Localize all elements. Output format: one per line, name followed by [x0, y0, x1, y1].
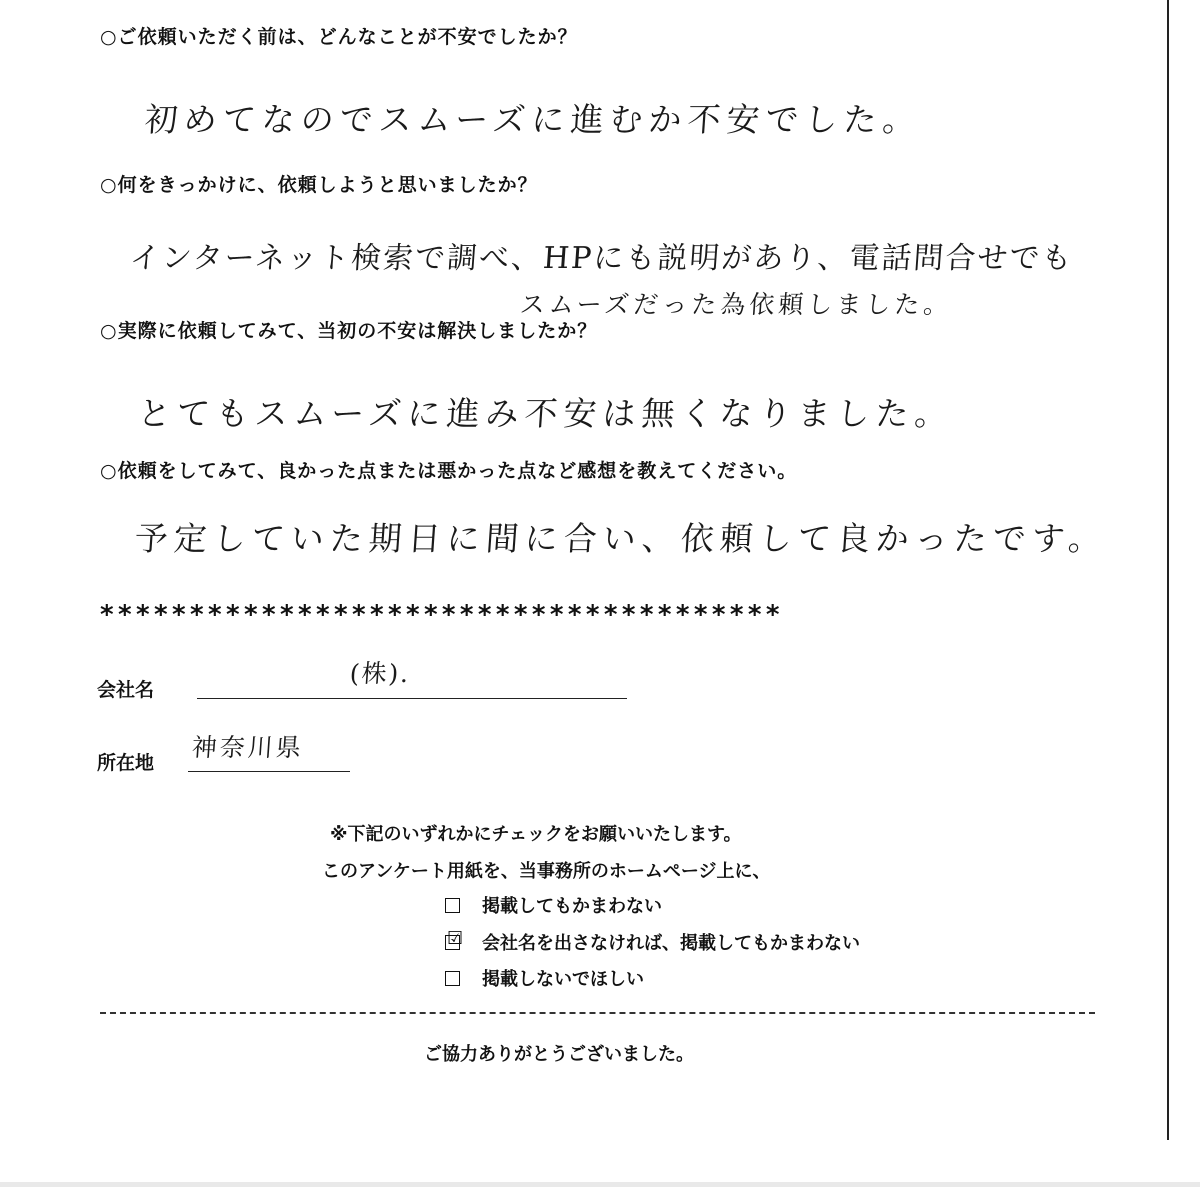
- question-3-label: ○実際に依頼してみて、当初の不安は解決しましたか？: [100, 320, 598, 342]
- question-3-answer: とてもスムーズに進み不安は無くなりました。: [136, 394, 955, 433]
- option-publish-ok[interactable]: [445, 892, 662, 918]
- question-2-label: ○何をきっかけに、依頼しようと思いましたか？: [100, 174, 538, 196]
- dashed-divider: [100, 1012, 1095, 1014]
- question-1-answer: 初めてなのでスムーズに進むか不安でした。: [143, 100, 923, 139]
- company-label: 会社名: [97, 679, 155, 701]
- bottom-edge: [0, 1182, 1200, 1187]
- option-label: 掲載してもかまわない: [482, 896, 662, 917]
- question-2-answer-line2: スムーズだった為依頼しました。: [518, 290, 954, 319]
- location-label: 所在地: [97, 752, 155, 774]
- question-4-label: ○依頼をしてみて、良かった点または悪かった点など感想を教えてください。: [100, 460, 798, 482]
- checkbox-do-not-publish[interactable]: [445, 971, 460, 986]
- company-underline: [197, 697, 627, 699]
- checkbox-publish-anonymous[interactable]: [445, 927, 464, 950]
- option-do-not-publish[interactable]: [445, 965, 644, 991]
- star-separator: **************************************: [100, 600, 784, 630]
- location-value: 神奈川県: [190, 733, 305, 762]
- question-2-answer-line1: インターネット検索で調べ、HPにも説明があり、電話問合せでも: [128, 241, 1075, 276]
- option-label: 会社名を出さなければ、掲載してもかまわない: [482, 933, 860, 954]
- right-border-line: [1167, 0, 1169, 1140]
- thanks-message: ご協力ありがとうございました。: [424, 1044, 694, 1065]
- notice-line2: このアンケート用紙を、当事務所のホームページ上に、: [322, 861, 771, 882]
- question-1-label: ○ご依頼いただく前は、どんなことが不安でしたか？: [100, 26, 578, 48]
- location-underline: [188, 770, 350, 772]
- option-label: 掲載しないでほしい: [482, 969, 644, 990]
- question-4-answer: 予定していた期日に間に合い、依頼して良かったです。: [133, 519, 1109, 558]
- notice-line1: ※下記のいずれかにチェックをお願いいたします。: [330, 824, 742, 845]
- checkbox-publish-ok[interactable]: [445, 898, 460, 913]
- check-mark-icon: ☑: [447, 927, 464, 949]
- option-publish-anonymous[interactable]: [445, 929, 860, 955]
- company-value: (株).: [348, 659, 412, 688]
